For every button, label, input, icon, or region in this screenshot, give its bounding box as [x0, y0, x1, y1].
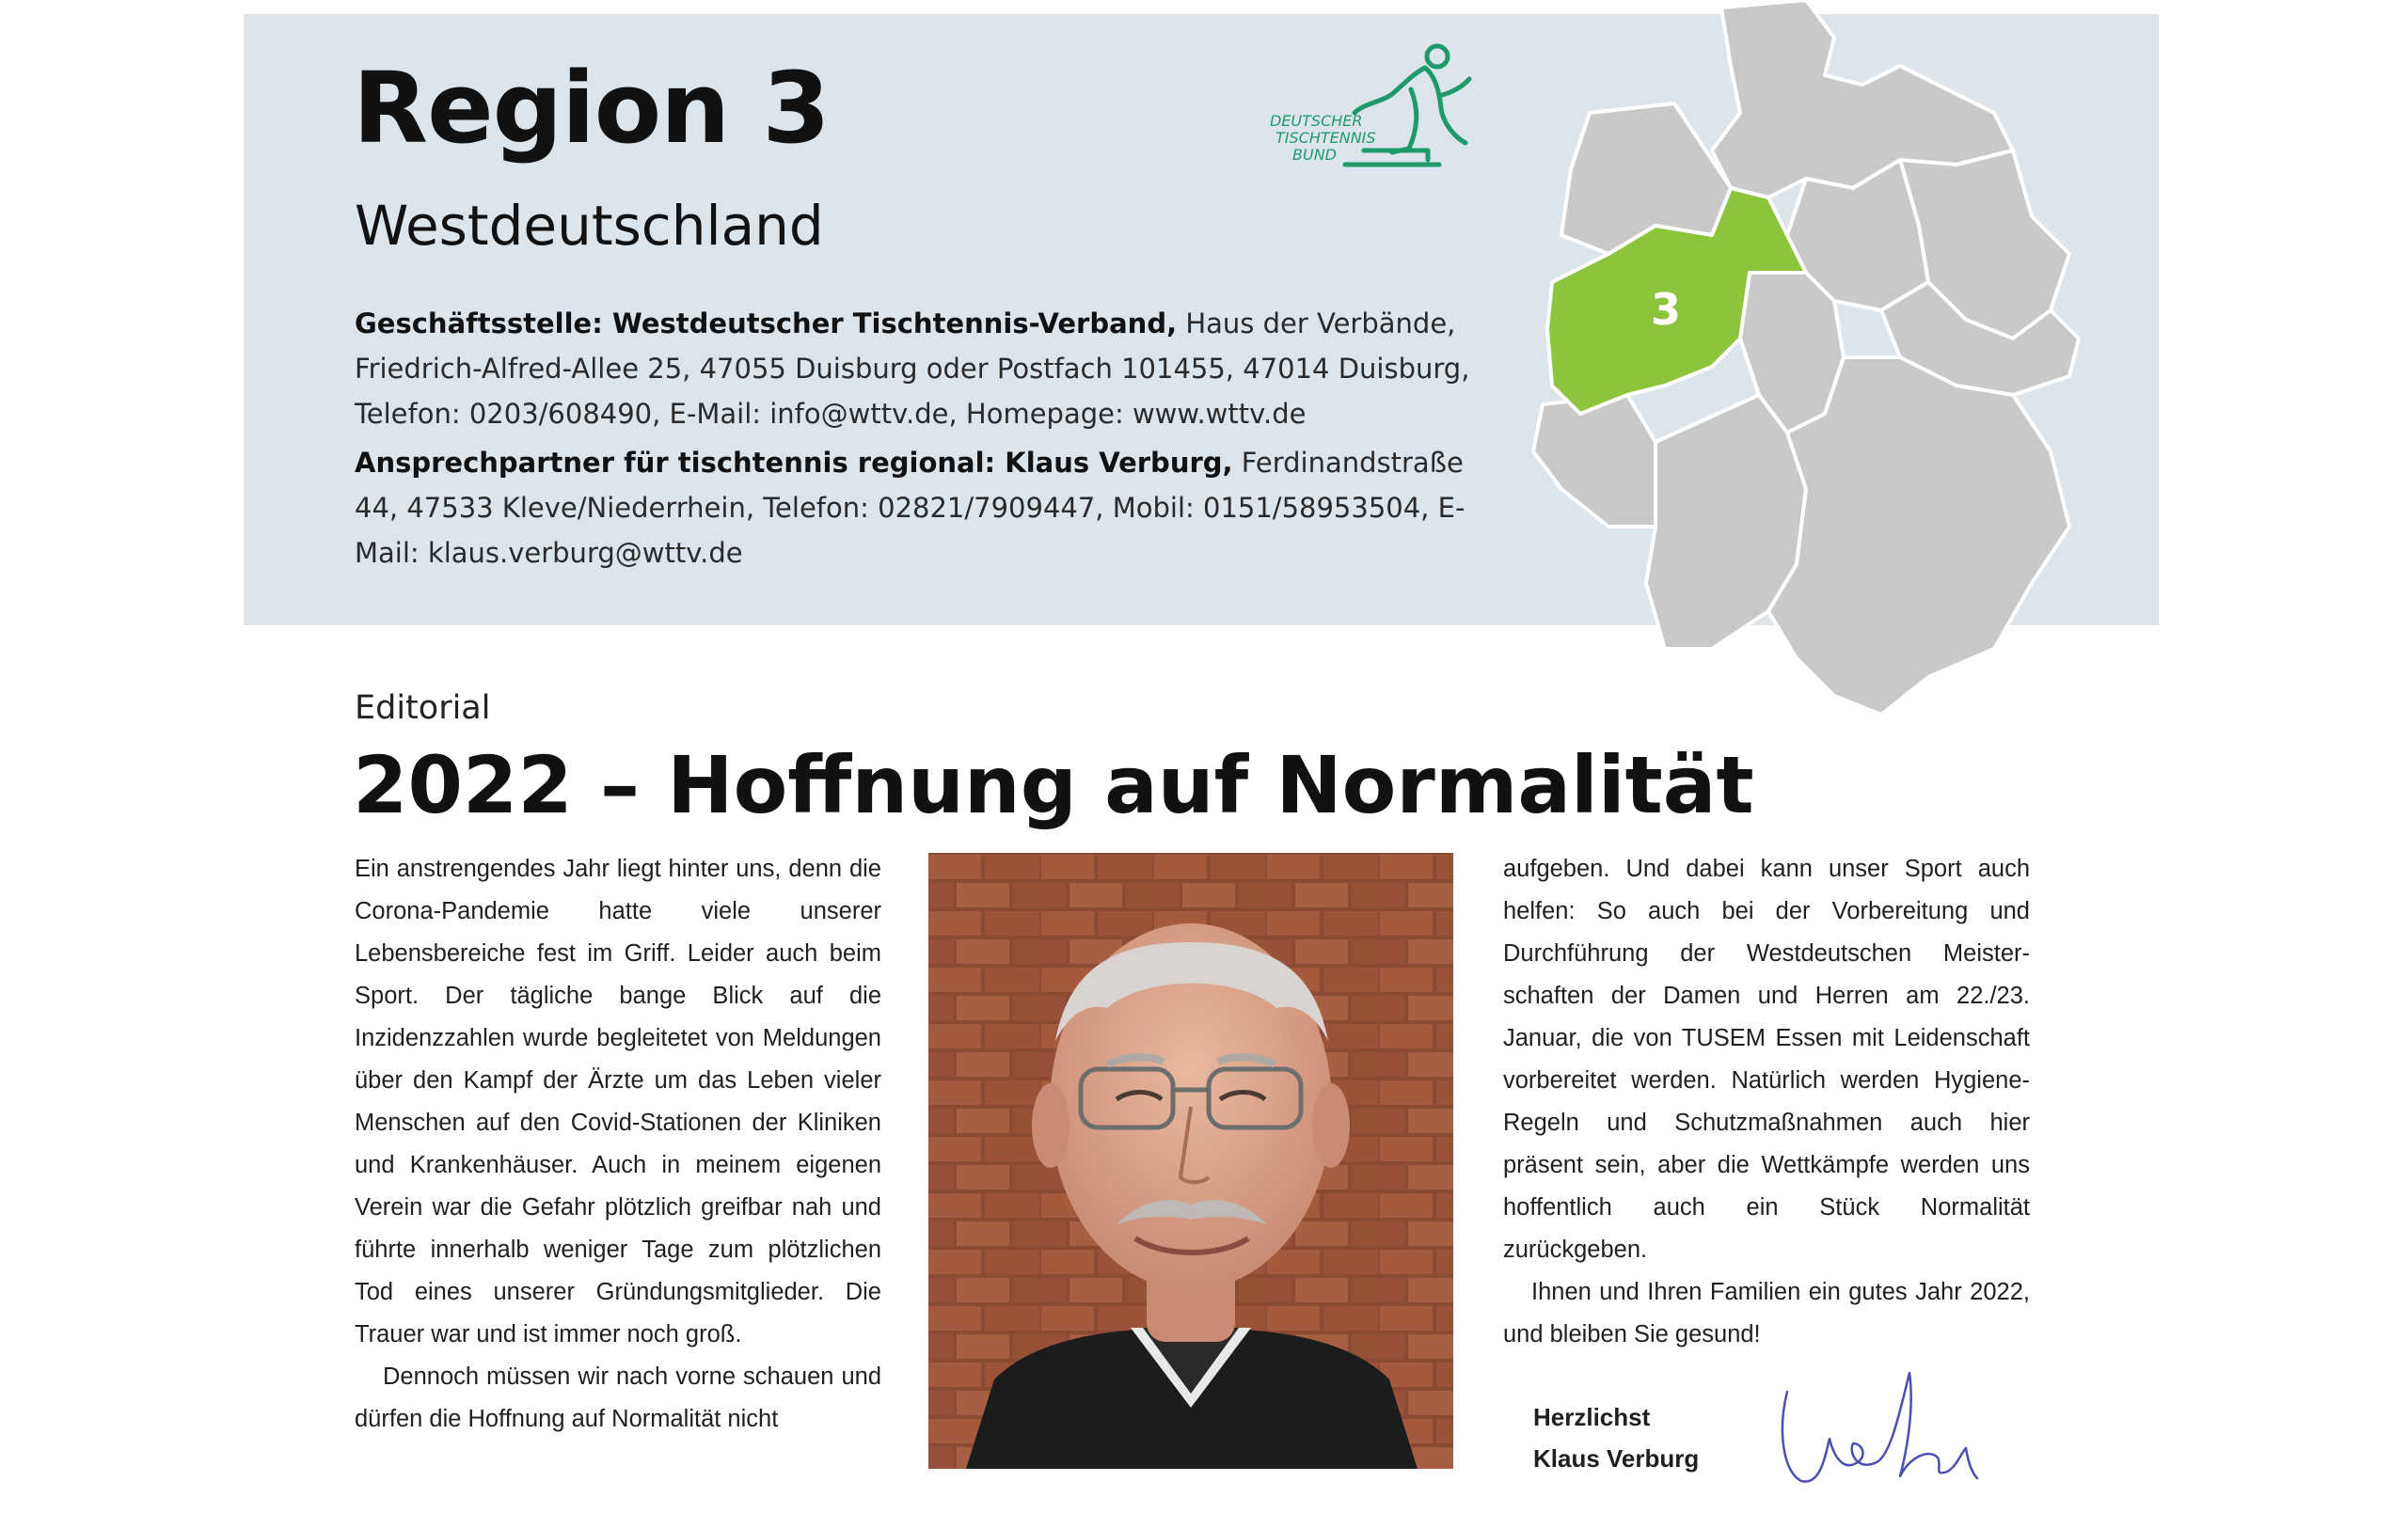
author-portrait-image [928, 853, 1453, 1469]
logo-line-1: DEUTSCHER [1270, 112, 1363, 130]
office-address [355, 301, 1512, 436]
germany-map-graphic [1524, 0, 2107, 715]
germany-map [1524, 0, 2107, 715]
article-column-left [355, 848, 881, 1441]
contact-text: Ferdinandstraße 44, 47533 Kleve/Niederrhein, Telefon: 02821/7909447, Mobil: 0151/58953504, E-Mail: klaus.verburg@wttv.de [355, 447, 1465, 569]
region-subtitle: Westdeutschland [355, 194, 824, 258]
left-paragraph-2: Dennoch müssen wir nach vorne schauen und dürfen die Hoffnung auf Normalität nicht [355, 1363, 881, 1432]
right-paragraph-1: aufgeben. Und dabei kann unser Sport auch helfen: So auch bei der Vorbereitung und Durchführung der Westdeutschen Meisterschaften der Damen und Herren am 22./23. Januar, die von TUSEM Essen mit Leidenschaft vorbereitet werden. Natürlich werden Hygiene-Regeln und Schutzmaßnahmen auch hier präsent sein, aber die Wettkämpfe werden uns hoffentlich auch ein Stück Normalität zurückgeben. [1503, 856, 2030, 1263]
office-text: Haus der Verbände, Friedrich-Alfred-Allee 25, 47055 Duisburg oder Postfach 101455, 47014 Duisburg, Telefon: 0203/608490, E-Mail: info@wttv.de, Homepage: www.wttv.de [355, 307, 1470, 430]
left-paragraph-1: Ein anstrengendes Jahr liegt hinter uns, denn die Corona-Pandemie hatte viele unserer Lebensbereiche fest im Griff. Leider auch beim Sport. Der tägliche bange Blick auf die Inzidenzzahlen wurde begleitetet von Meldungen über den Kampf der Ärzte um das Leben vieler Menschen auf den Covid-Stationen der Kliniken und Krankenhäuser. Auch in meinem eigenen Verein war die Gefahr plötzlich greifbar nah und führte innerhalb weniger Tage zum plötzlichen Tod eines unserer Gründungsmitglieder. Die Trauer war und ist immer noch groß. [355, 856, 881, 1348]
author-portrait [928, 853, 1453, 1469]
contact-person [355, 440, 1512, 575]
office-label: Geschäftsstelle: Westdeutscher Tischtennis-Verband, [355, 307, 1178, 339]
article-kicker: Editorial [355, 689, 491, 727]
table-tennis-player-icon [1251, 38, 1486, 179]
right-paragraph-2: Ihnen und Ihren Familien ein gutes Jahr 2022, und bleiben Sie gesund! [1503, 1279, 2030, 1348]
logo-line-3: BUND [1292, 146, 1337, 164]
signoff [1533, 1396, 1768, 1479]
contact-block [355, 301, 1512, 579]
article-column-right [1503, 848, 2030, 1356]
contact-label: Ansprechpartner für tischtennis regional: Klaus Verburg, [355, 447, 1233, 479]
map-region-number: 3 [1651, 284, 1682, 335]
author-name: Klaus Verburg [1533, 1444, 1700, 1473]
region-title: Region 3 [353, 51, 830, 165]
logo-line-2: TISCHTENNIS [1275, 129, 1376, 147]
dttb-logo [1251, 38, 1486, 179]
closing-word: Herzlichst [1533, 1403, 1651, 1431]
handwritten-signature [1768, 1354, 1994, 1505]
article-headline: 2022 – Hoffnung auf Normalität [353, 739, 1754, 831]
signature-graphic [1768, 1354, 1994, 1505]
